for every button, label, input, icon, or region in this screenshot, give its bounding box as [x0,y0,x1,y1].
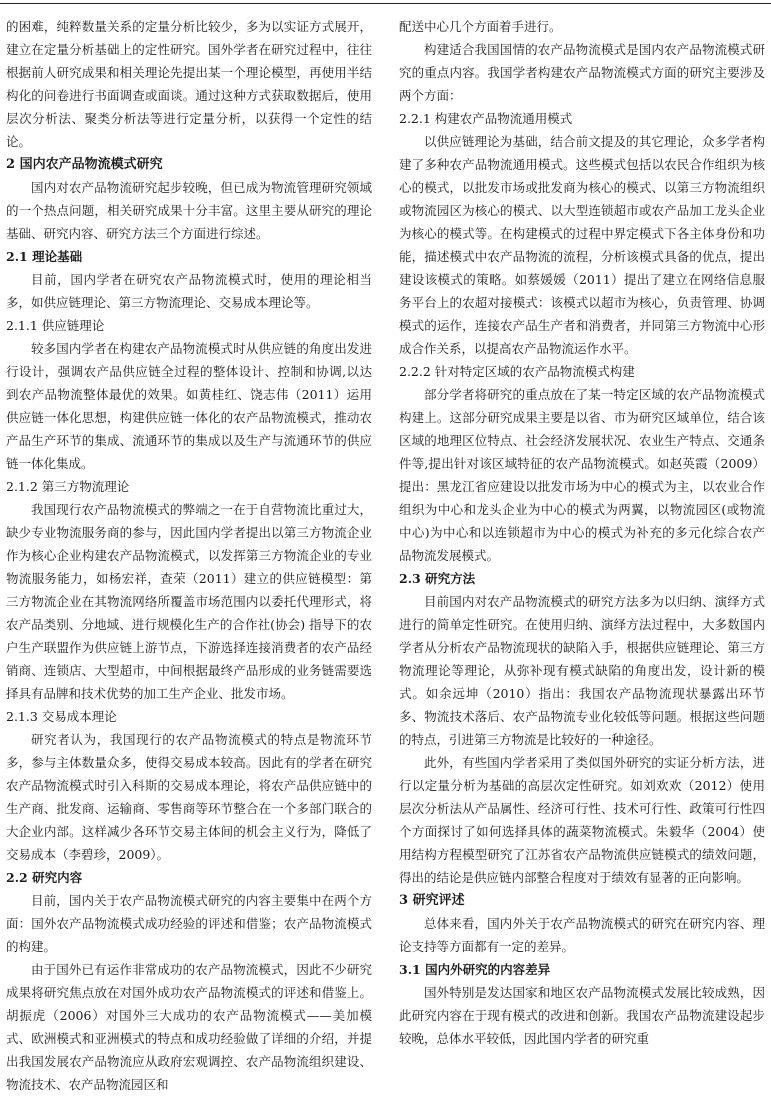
section-heading-right-6: 2.3 研究方法 [399,571,476,586]
paragraph-left-8: 我国现行农产品物流模式的弊端之一在于自营物流比重过大，缺少专业物流服务商的参与，因此国内学者提出以第三方物流企业作为核心企业构建农产品物流模式，以发挥第三方物流企业的专业物流服务能力，如杨宏祥，查荣（2011）建立的供应链模型：第三方物流企业在其物流网络所覆盖市场范围内以委托代理形式，将农产品类别、分地域、进行规模化生产的合作社(协会) 指导下的农户生产联盟作为供应链上游节点，下游选择连接消费者的农产品经销商、连锁店、大型超市，中间根据最终产品形成的业务链需要选择具有品牌和技术优势的加工生产企业、批发市场。 [6,502,372,701]
section-heading-right-2: 2.2.1 构建农产品物流通用模式 [399,111,573,126]
paragraph-left-4: 目前，国内学者在研究农产品物流模式时，使用的理论相当多，如供应链理论、第三方物流理论、交易成本理论等。 [6,272,372,310]
left-column [6,15,372,1096]
paragraph-right-10: 总体来看，国内外关于农产品物流模式的研究在研究内容、理论支持等方面都有一定的差异。 [399,916,765,954]
paragraph-right-5: 部分学者将研究的重点放在了某一特定区域的农产品物流模式构建上。这部分研究成果主要是以省、市为研究区域单位，结合该区域的地理区位特点、社会经济发展状况、农业生产特点、交通条件等,提出针对该区域特征的农产品物流模式。如赵英霞（2009）提出：黑龙江省应建设以批发市场为中心的模式为主，以农业合作组织为中心和龙头企业为中心的模式为两翼，以物流园区(或物流中心)为中心和以连锁超市为中心的模式为补充的多元化综合农产品物流发展模式。 [399,387,765,563]
paragraph-right-12: 国外特别是发达国家和地区农产品物流模式发展比较成熟，因此研究内容在于现有模式的改进和创新。我国农产品物流建设起步较晚，总体水平较低，因此国内学者的研究重 [399,985,765,1046]
paragraph-left-13: 由于国外已有运作非常成功的农产品物流模式，因此不少研究成果将研究焦点放在对国外成功农产品物流模式的评述和借鉴上。胡振虎（2006）对国外三大成功的农产品物流模式——美加模式、欧洲模式和亚洲模式的特点和成功经验做了详细的介绍，并提出我国发展农产品物流应从政府宏观调控、农产品物流组织建设、物流技术、农产品物流园区和 [6,962,372,1092]
paragraph-left-6: 较多国内学者在构建农产品物流模式时从供应链的角度出发进行设计，强调农产品供应链全过程的整体设计、控制和协调,以达到农产品物流整体最优的效果。如黄桂红、饶志伟（2011）运用供应链一体化思想，构建供应链一体化的农产品物流模式，推动农产品生产环节的集成、流通环节的集成以及生产与流通环节的供应链一体化集成。 [6,341,372,471]
paragraph-right-7: 目前国内对农产品物流模式的研究方法多为以归纳、演绎方式进行的简单定性研究。在使用归纳、演绎方法过程中，大多数国内学者从分析农产品物流现状的缺陷入手，根据供应链理论、第三方物流理论等理论，从弥补现有模式缺陷的角度出发，设计新的模式。如余远坤（2010）指出：我国农产品物流现状暴露出环节多、物流技术落后、农产品物流专业化较低等问题。根据这些问题的特点，引进第三方物流是比较好的一种途径。 [399,594,765,747]
paragraph-left-12: 目前，国内关于农产品物流模式研究的内容主要集中在两个方面：国外农产品物流模式成功经验的评述和借鉴；农产品物流模式的构建。 [6,893,372,954]
section-heading-left-7: 2.1.2 第三方物流理论 [6,479,130,494]
section-heading-left-1: 2 国内农产品物流模式研究 [6,157,163,172]
section-heading-right-9: 3 研究评述 [399,893,465,908]
section-heading-left-5: 2.1.1 供应链理论 [6,318,105,333]
section-heading-left-9: 2.1.3 交易成本理论 [6,709,117,724]
section-heading-right-11: 3.1 国内外研究的内容差异 [399,962,551,977]
paragraph-left-2: 国内对农产品物流研究起步较晚，但已成为物流管理研究领域的一个热点问题，相关研究成果十分丰富。这里主要从研究的理论基础、研究内容、研究方法三个方面进行综述。 [6,180,372,241]
section-heading-right-4: 2.2.2 针对特定区域的农产品物流模式构建 [399,364,635,379]
paragraph-right-3: 以供应链理论为基础，结合前文提及的其它理论，众多学者构建了多种农产品物流通用模式。这些模式包括以农民合作组织为核心的模式，以批发市场或批发商为核心的模式、以第三方物流组织或物流园区为核心的模式、以大型连锁超市或农产品加工龙头企业为核心的模式等。在构建模式的过程中界定模式下各主体身份和功能，描述模式中农产品物流的流程，分析该模式具备的优点，提出建设该模式的策略。如蔡媛媛（2011）提出了建立在网络信息服务平台上的农超对接模式：该模式以超市为核心，负责管理、协调模式的运作，连接农产品生产者和消费者，并同第三方物流中心形成合作关系，以提高农产品物流运作水平。 [399,134,765,356]
header-rule [0,3,771,4]
paragraph-left-10: 研究者认为，我国现行的农产品物流模式的特点是物流环节多，参与主体数量众多，使得交易成本较高。因此有的学者在研究农产品物流模式时引入科斯的交易成本理论，将农产品供应链中的生产商、批发商、运输商、零售商等环节整合在一个多部门联合的大企业内部。这样减少各环节交易主体间的机会主义行为，降低了交易成本（李碧珍，2009）。 [6,732,372,862]
right-column [399,15,765,1050]
paragraph-right-1: 构建适合我国国情的农产品物流模式是国内农产品物流模式研究的重点内容。我国学者构建农产品物流模式方面的研究主要涉及两个方面： [399,42,765,103]
section-heading-left-11: 2.2 研究内容 [6,870,83,885]
section-heading-left-3: 2.1 理论基础 [6,249,83,264]
paragraph-right-8: 此外，有些国内学者采用了类似国外研究的实证分析方法，进行以定量分析为基础的高层次定性研究。如刘欢欢（2012）使用层次分析法从产品属性、经济可行性、技术可行性、政策可行性四个方面探讨了如何选择具体的蔬菜物流模式。朱毅华（2004）使用结构方程模型研究了江苏省农产品物流供应链模式的绩效问题，得出的结论是供应链内部整合程度对于绩效有显著的正向影响。 [399,755,765,885]
paragraph-right-0: 配送中心几个方面着手进行。 [399,19,562,34]
paragraph-left-0: 的困难，纯粹数量关系的定量分析比较少，多为以实证方式展开，建立在定量分析基础上的定性研究。国外学者在研究过程中，往往根据前人研究成果和相关理论先提出某一个理论模型，再使用半结构化的问卷进行书面调查或面谈。通过这种方式获取数据后，使用层次分析法、聚类分析法等进行定量分析，以获得一个定性的结论。 [6,19,372,149]
